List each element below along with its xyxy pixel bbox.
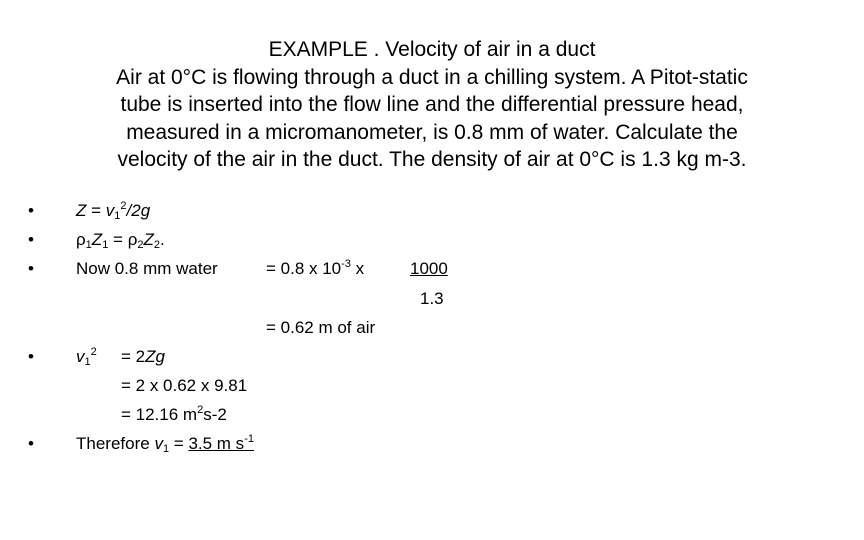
eq1-z: Z <box>76 201 87 220</box>
equation-z <box>76 200 150 222</box>
eq4-step2: = 2 x 0.62 x 9.81 <box>121 376 248 395</box>
eq2-rho1: ρ <box>76 230 86 249</box>
eq2-z1: Z <box>91 230 103 249</box>
eq1-eq: = <box>86 201 106 220</box>
example-title: EXAMPLE . Velocity of air in a duct <box>268 38 596 61</box>
eq2-end: . <box>160 230 165 249</box>
eq5-sub: 1 <box>162 443 170 455</box>
eq5-eq: = <box>169 434 189 453</box>
eq2-sub2b: 2 <box>153 239 160 251</box>
eq4-lhs <box>76 346 97 368</box>
eq2-eq: = <box>108 230 128 249</box>
eq2-rho2: ρ <box>127 230 138 249</box>
eq4-sub: 1 <box>84 356 91 368</box>
eq2-sub1: 1 <box>85 239 92 251</box>
eq3-numerator: 1000 <box>410 259 448 278</box>
eq1-sub: 1 <box>114 210 121 222</box>
problem-line-1: Air at 0°C is flowing through a duct in a chilling system. A Pitot-static <box>116 65 748 89</box>
eq1-v: v <box>105 201 115 220</box>
bullet-1: • <box>28 201 34 220</box>
eq4-step3-pre: = 12.16 m <box>121 405 198 424</box>
eq4-sup: 2 <box>90 346 97 358</box>
problem-line-2: tube is inserted into the flow line and the differential pressure head, <box>120 93 744 116</box>
eq5-conclusion <box>76 433 254 455</box>
eq4-step1-pre: = 2 <box>121 347 146 366</box>
eq4-step1 <box>121 346 165 368</box>
eq4-v: v <box>76 347 85 366</box>
eq3-mid-post: x <box>350 259 365 278</box>
eq5-v: v <box>154 434 163 453</box>
eq3-result: = 0.62 m of air <box>266 318 376 337</box>
eq4-step3-post: s-2 <box>203 405 227 424</box>
eq5-sup: -1 <box>244 433 254 445</box>
eq4-step1-z: Zg <box>145 347 165 366</box>
eq3-mid-pre: = 0.8 x 10 <box>266 259 342 278</box>
eq5-value: 3.5 m s <box>188 434 245 453</box>
eq3-mid-sup: -3 <box>341 258 351 270</box>
bullet-5: • <box>28 434 34 453</box>
eq4-step3-sup: 2 <box>197 404 204 416</box>
eq4-step3 <box>121 404 227 426</box>
eq1-rest: /2g <box>126 201 151 220</box>
eq5-answer <box>188 434 254 453</box>
eq2-sub2: 2 <box>137 239 144 251</box>
eq5-label: Therefore <box>76 434 155 453</box>
eq1-sup: 2 <box>120 200 127 212</box>
eq2-sub1b: 1 <box>102 239 109 251</box>
eq3-conversion <box>266 258 364 280</box>
problem-line-4: velocity of the air in the duct. The density of air at 0°C is 1.3 kg m-3. <box>117 148 747 171</box>
bullet-4: • <box>28 347 34 366</box>
eq2-z2: Z <box>143 230 154 249</box>
bullet-3: • <box>28 259 34 278</box>
eq3-denominator: 1.3 <box>420 289 444 308</box>
problem-statement <box>40 36 824 174</box>
bullet-2: • <box>28 230 34 249</box>
eq3-label: Now 0.8 mm water <box>76 259 218 278</box>
equation-rho <box>76 229 165 251</box>
problem-line-3: measured in a micromanometer, is 0.8 mm of water. Calculate the <box>126 120 738 144</box>
